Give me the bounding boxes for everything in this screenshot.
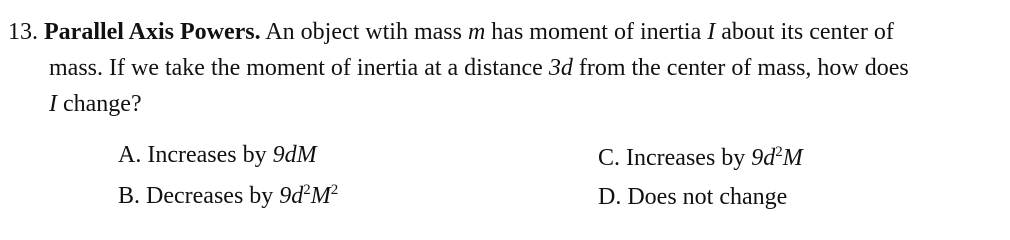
choice-c-var2: M: [782, 145, 803, 171]
choice-b-coef: 9d: [279, 183, 304, 209]
choice-c-text: Increases by: [626, 145, 746, 171]
choice-c[interactable]: [598, 143, 803, 173]
question-text-1a: An object wtih mass: [265, 19, 462, 45]
question-text-2b: from the center of mass, how does: [578, 55, 909, 81]
mass-symbol: m: [467, 19, 486, 45]
choice-c-coef: 9d: [751, 145, 776, 171]
choice-a-expression: 9dM: [272, 142, 317, 168]
choice-a-text: Increases by: [147, 142, 267, 168]
question-text-3: change?: [63, 91, 142, 117]
question-line-3: [8, 86, 998, 122]
inertia-symbol: I: [707, 19, 716, 45]
choice-a-letter: A.: [118, 142, 142, 168]
distance-expression: 3d: [548, 55, 573, 81]
question-line-1: [8, 14, 998, 50]
question-number: 13.: [8, 19, 38, 45]
question-text-2a: mass. If we take the moment of inertia at a distance: [49, 55, 543, 81]
choice-d[interactable]: [598, 182, 787, 212]
choice-b-exp1: 2: [303, 182, 311, 198]
choice-d-letter: D.: [598, 184, 622, 210]
question-block: [8, 14, 998, 122]
question-line-2: [8, 50, 998, 86]
choice-d-text: Does not change: [627, 184, 788, 210]
question-text-1c: about its center of: [721, 19, 894, 45]
choice-a[interactable]: [118, 140, 317, 170]
choice-b-text: Decreases by: [146, 183, 274, 209]
inertia-symbol-line3: I: [49, 91, 57, 117]
choice-c-exp1: 2: [775, 144, 783, 160]
question-title: Parallel Axis Powers.: [44, 19, 261, 45]
choice-b[interactable]: [118, 181, 338, 211]
choice-b-var2: M: [310, 183, 331, 209]
choice-b-expression: [279, 183, 338, 209]
question-text-1b: has moment of inertia: [491, 19, 702, 45]
choice-b-exp2: 2: [330, 182, 339, 198]
choice-c-letter: C.: [598, 145, 621, 171]
choice-c-expression: [751, 145, 803, 171]
choice-b-letter: B.: [118, 183, 141, 209]
